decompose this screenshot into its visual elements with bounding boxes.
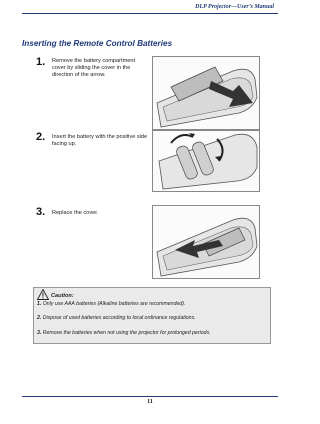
- step-3-text: Replace the cover.: [52, 210, 99, 216]
- step-3-illustration: [152, 205, 260, 279]
- caution-item-3: 3. Remove the batteries when not using the projector for prolonged periods.: [37, 330, 211, 336]
- step-1-number: 1.: [36, 56, 46, 68]
- step-1-text: Remove the battery compartment cover by sliding the cover in the direction of the arrow.: [52, 58, 136, 78]
- caution-item-1: 1. Only use AAA batteries (Alkaline batteries are recommended).: [37, 301, 186, 307]
- header-title: DLP Projector—User’s Manual: [195, 4, 274, 10]
- step-2-illustration: [152, 130, 260, 192]
- step-2-number: 2.: [36, 131, 46, 143]
- step-2-text: Insert the battery with the positive side facing up.: [52, 134, 148, 147]
- header-rule: [22, 13, 278, 14]
- caution-item-2: 2. Dispose of used batteries according to local ordinance regulations.: [37, 315, 196, 321]
- caution-box: [33, 287, 271, 344]
- page-number: 11: [147, 399, 153, 405]
- step-3-number: 3.: [36, 206, 46, 218]
- caution-title: Caution:: [51, 293, 74, 299]
- warning-icon: [37, 289, 49, 300]
- footer-rule: [22, 396, 278, 397]
- section-title: Inserting the Remote Control Batteries: [22, 39, 173, 48]
- step-1-illustration: [152, 56, 260, 130]
